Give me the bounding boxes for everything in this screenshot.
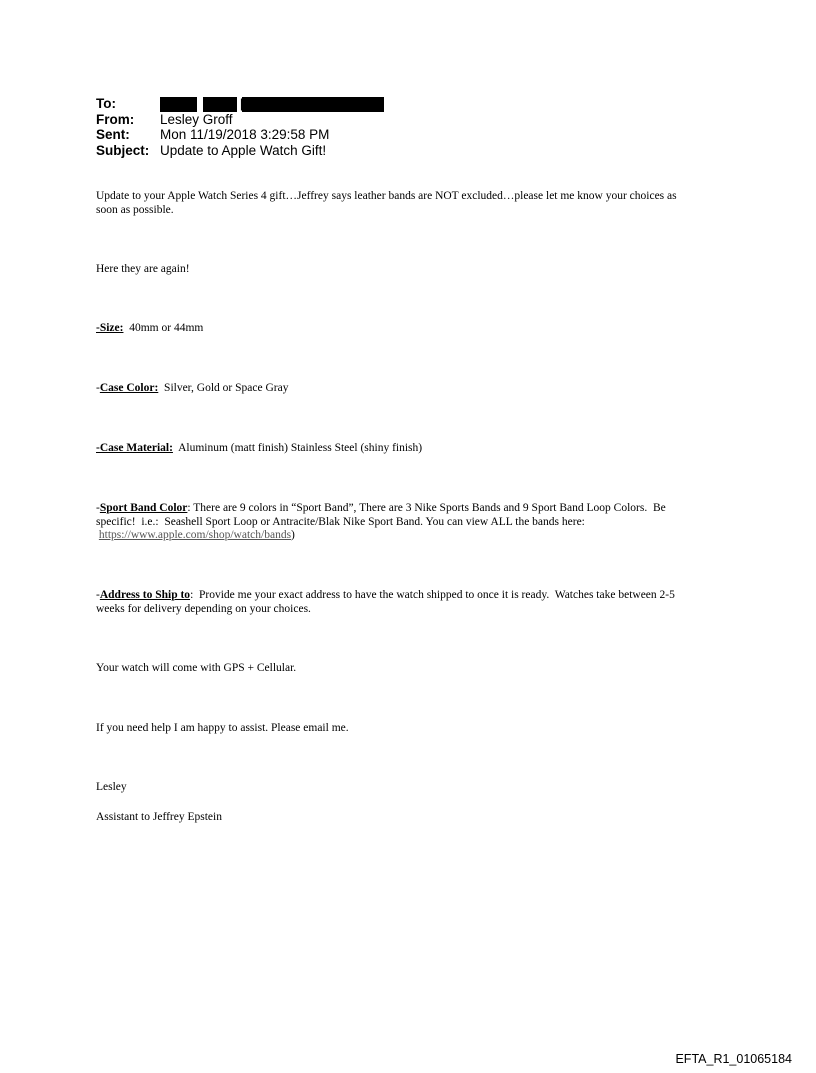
sent-value: Mon 11/19/2018 3:29:58 PM (160, 127, 330, 142)
subject-row (96, 143, 384, 159)
address-line (96, 589, 726, 603)
sport-band-line (96, 502, 726, 516)
email-header (96, 96, 384, 158)
subject-value: Update to Apple Watch Gift! (160, 142, 327, 158)
size-paragraph (96, 322, 726, 336)
from-label: From: (96, 111, 135, 127)
redaction-block (160, 97, 197, 112)
case-color-label: Case Color: (99, 382, 159, 394)
case-material-label: -Case Material: (96, 442, 173, 454)
sport-band-line: specific! i.e.: Seashell Sport Loop or Antracite/Blak Nike Sport Band. You can view ALL the bands here: (96, 515, 585, 528)
size-label: -Size: (96, 322, 124, 334)
signature-name (96, 781, 726, 795)
help-text: If you need help I am happy to assist. Please email me. (96, 722, 349, 734)
address-prefix: - (96, 589, 100, 601)
here-again-text: Here they are again! (96, 263, 190, 275)
here-again-paragraph (96, 263, 726, 277)
signature-title-text: Assistant to Jeffrey Epstein (96, 811, 222, 823)
help-paragraph (96, 722, 726, 736)
to-row (96, 96, 384, 112)
link-close-paren: ) (291, 529, 295, 541)
signature-title (96, 811, 726, 825)
case-material-value: Aluminum (matt finish) Stainless Steel (shiny finish) (172, 442, 423, 454)
address-line: weeks for delivery depending on your choices. (96, 602, 311, 615)
address-text: : Provide me your exact address to have the watch shipped to once it is ready. Watches take between 2-5 (190, 589, 675, 601)
case-material-paragraph (96, 442, 726, 456)
from-row (96, 112, 384, 128)
to-value (160, 96, 384, 112)
sport-band-text: : There are 9 colors in “Sport Band”, There are 3 Nike Sports Bands and 9 Sport Band Loop Colors. Be (187, 502, 666, 514)
intro-line: soon as possible. (96, 203, 174, 216)
redaction-block (242, 97, 384, 112)
intro-paragraph (96, 190, 726, 217)
case-color-value: Silver, Gold or Space Gray (158, 382, 289, 394)
redaction-block (203, 97, 237, 112)
apple-bands-link[interactable]: https://www.apple.com/shop/watch/bands (98, 529, 292, 541)
sport-band-prefix: - (96, 502, 100, 514)
sent-row (96, 127, 384, 143)
subject-label: Subject: (96, 142, 150, 158)
sport-band-label: Sport Band Color (99, 502, 188, 514)
address-label: Address to Ship to (99, 589, 191, 601)
address-paragraph (96, 589, 726, 616)
case-color-prefix: - (96, 382, 100, 394)
gps-paragraph (96, 662, 726, 676)
sport-band-link-line (96, 529, 726, 543)
sport-band-paragraph (96, 502, 726, 543)
document-id: EFTA_R1_01065184 (675, 1052, 792, 1066)
sent-label: Sent: (96, 127, 130, 142)
size-value: 40mm or 44mm (123, 322, 204, 334)
to-label: To: (96, 96, 116, 111)
intro-line: Update to your Apple Watch Series 4 gift…Jeffrey says leather bands are NOT excluded…please let me know your choices as (96, 190, 677, 202)
signature-name-text: Lesley (96, 781, 127, 793)
gps-text: Your watch will come with GPS + Cellular. (96, 662, 297, 674)
from-value: Lesley Groff (160, 111, 233, 127)
case-color-paragraph (96, 382, 726, 396)
